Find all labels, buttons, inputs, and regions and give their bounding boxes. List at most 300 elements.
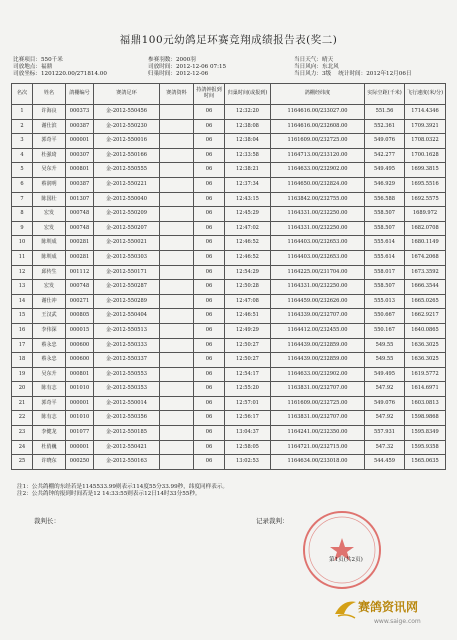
watermark-logo xyxy=(330,596,457,636)
cell-loft-no: 001010 xyxy=(66,411,94,426)
cell-loft-no: 000001 xyxy=(66,440,94,455)
table-row xyxy=(12,440,446,455)
cell-rank: 13 xyxy=(12,280,33,295)
release-time: 司放时间：2012-12-06 07:15 xyxy=(148,64,227,70)
referee-signature-label: 裁判长： xyxy=(34,517,60,525)
cell-loft-coords: 1164650.00/232824.00 xyxy=(271,177,365,192)
cell-arrival-time: 12:47:02 xyxy=(225,221,271,236)
race-distance: 比赛项目：550千米 xyxy=(13,57,63,63)
cell-name: 蔡永忠 xyxy=(33,353,66,368)
table-row xyxy=(12,280,446,295)
cell-pigeon-info xyxy=(160,236,194,251)
cell-speed: 1666.3544 xyxy=(405,280,446,295)
cell-loft-no: 000271 xyxy=(66,294,94,309)
cell-loft-no: 000387 xyxy=(66,177,94,192)
cell-loft-no: 000748 xyxy=(66,280,94,295)
cell-pigeon-info xyxy=(160,280,194,295)
cell-name: 吴东升 xyxy=(33,367,66,382)
cell-distance: 542.277 xyxy=(365,148,405,163)
cell-loft-no: 000001 xyxy=(66,134,94,149)
cell-rank: 25 xyxy=(12,455,33,470)
table-row xyxy=(12,309,446,324)
cell-rank: 19 xyxy=(12,367,33,382)
header-rank: 名次 xyxy=(12,84,33,105)
cell-rank: 23 xyxy=(12,426,33,441)
cell-distance: 558.507 xyxy=(365,221,405,236)
cell-clock-day: 06 xyxy=(194,105,225,120)
cell-clock-day: 06 xyxy=(194,207,225,222)
race-weather: 当日天气：晴天 xyxy=(294,57,334,63)
cell-arrival-time: 12:43:15 xyxy=(225,192,271,207)
cell-name: 陈圳成 xyxy=(33,236,66,251)
cell-distance: 558.507 xyxy=(365,207,405,222)
cell-loft-no: 001112 xyxy=(66,265,94,280)
cell-ring: 金-2012-550014 xyxy=(94,396,160,411)
table-row xyxy=(12,294,446,309)
cell-clock-day: 06 xyxy=(194,265,225,280)
report-title: 福鼎100元幼鸽足环赛竞翔成绩报告表(奖二) xyxy=(119,34,338,46)
cell-distance: 549.076 xyxy=(365,134,405,149)
cell-ring: 金-2012-550337 xyxy=(94,353,160,368)
cell-speed: 1603.0813 xyxy=(405,396,446,411)
cell-loft-no: 000281 xyxy=(66,250,94,265)
recorder-signature-label: 记录裁判： xyxy=(256,517,289,525)
cell-loft-no: 000748 xyxy=(66,221,94,236)
cell-pigeon-info xyxy=(160,367,194,382)
cell-loft-no: 000373 xyxy=(66,105,94,120)
cell-ring: 金-2012-550353 xyxy=(94,382,160,397)
cell-pigeon-info xyxy=(160,426,194,441)
cell-arrival-time: 12:54:17 xyxy=(225,367,271,382)
cell-name: 宏发 xyxy=(33,280,66,295)
cell-loft-coords: 1164633.00/232902.00 xyxy=(271,163,365,178)
header-distance: 实际空距(千米) xyxy=(365,84,405,105)
cell-name: 王汉武 xyxy=(33,309,66,324)
cell-clock-day: 06 xyxy=(194,134,225,149)
cell-arrival-time: 12:46:52 xyxy=(225,236,271,251)
cell-rank: 18 xyxy=(12,353,33,368)
wind-force: 当日风力：3级 xyxy=(294,71,332,77)
cell-rank: 4 xyxy=(12,148,33,163)
cell-arrival-time: 12:47:08 xyxy=(225,294,271,309)
cell-speed: 1662.9217 xyxy=(405,309,446,324)
cell-speed: 1665.0265 xyxy=(405,294,446,309)
cell-distance: 549.076 xyxy=(365,396,405,411)
cell-speed: 1680.1149 xyxy=(405,236,446,251)
cell-rank: 8 xyxy=(12,207,33,222)
cell-name: 李伟深 xyxy=(33,323,66,338)
cell-pigeon-info xyxy=(160,265,194,280)
cell-speed: 1674.2068 xyxy=(405,250,446,265)
table-row xyxy=(12,250,446,265)
cell-rank: 7 xyxy=(12,192,33,207)
header-loft-coords: 鸽棚经纬度 xyxy=(271,84,365,105)
cell-speed: 1689.972 xyxy=(405,207,446,222)
cell-arrival-time: 12:55:20 xyxy=(225,382,271,397)
cell-speed: 1636.3025 xyxy=(405,353,446,368)
cell-arrival-time: 12:37:34 xyxy=(225,177,271,192)
cell-ring: 金-2012-550040 xyxy=(94,192,160,207)
cell-clock-day: 06 xyxy=(194,221,225,236)
cell-pigeon-info xyxy=(160,440,194,455)
cell-name: 许海良 xyxy=(33,105,66,120)
cell-distance: 550.167 xyxy=(365,323,405,338)
statistics-time: 统计时间：2012年12月06日 xyxy=(338,71,412,77)
cell-ring: 金-2012-550404 xyxy=(94,309,160,324)
cell-loft-coords: 1164331.00/232250.00 xyxy=(271,280,365,295)
cell-pigeon-info xyxy=(160,323,194,338)
cell-loft-coords: 1164225.00/231704.00 xyxy=(271,265,365,280)
cell-name: 邱传生 xyxy=(33,265,66,280)
cell-rank: 24 xyxy=(12,440,33,455)
table-row xyxy=(12,148,446,163)
cell-arrival-time: 13:02:53 xyxy=(225,455,271,470)
cell-loft-coords: 1163831.00/232707.00 xyxy=(271,411,365,426)
cell-name: 杜俏巍 xyxy=(33,440,66,455)
table-row xyxy=(12,265,446,280)
cell-loft-coords: 1164331.00/232250.00 xyxy=(271,221,365,236)
cell-loft-no: 001077 xyxy=(66,426,94,441)
cell-distance: 555.614 xyxy=(365,236,405,251)
cell-pigeon-info xyxy=(160,221,194,236)
results-table xyxy=(11,83,446,470)
cell-ring: 金-2012-550421 xyxy=(94,440,160,455)
cell-clock-day: 06 xyxy=(194,294,225,309)
cell-rank: 11 xyxy=(12,250,33,265)
cell-loft-no: 000801 xyxy=(66,367,94,382)
cell-distance: 555.013 xyxy=(365,294,405,309)
cell-ring: 金-2012-550356 xyxy=(94,411,160,426)
cell-distance: 557.931 xyxy=(365,426,405,441)
cell-distance: 556.588 xyxy=(365,192,405,207)
cell-clock-day: 06 xyxy=(194,367,225,382)
cell-loft-no: 000801 xyxy=(66,163,94,178)
cell-name: 蔡润明 xyxy=(33,177,66,192)
cell-pigeon-info xyxy=(160,177,194,192)
cell-distance: 558.017 xyxy=(365,265,405,280)
cell-speed: 1636.3025 xyxy=(405,338,446,353)
cell-pigeon-info xyxy=(160,105,194,120)
cell-speed: 1700.1628 xyxy=(405,148,446,163)
cell-ring: 金-2012-550289 xyxy=(94,294,160,309)
cell-name: 陈国壮 xyxy=(33,192,66,207)
cell-clock-day: 06 xyxy=(194,177,225,192)
cell-distance: 549.55 xyxy=(365,338,405,353)
cell-pigeon-info xyxy=(160,353,194,368)
cell-ring: 金-2012-550021 xyxy=(94,236,160,251)
return-date: 归巢时间：2012-12-06 xyxy=(148,71,209,77)
cell-arrival-time: 12:32:20 xyxy=(225,105,271,120)
table-row xyxy=(12,134,446,149)
cell-loft-no: 000805 xyxy=(66,309,94,324)
cell-rank: 22 xyxy=(12,411,33,426)
cell-rank: 3 xyxy=(12,134,33,149)
cell-name: 宏发 xyxy=(33,207,66,222)
cell-clock-day: 06 xyxy=(194,411,225,426)
cell-ring: 金-2012-550513 xyxy=(94,323,160,338)
table-row xyxy=(12,367,446,382)
table-row xyxy=(12,163,446,178)
cell-name: 谢仕冲 xyxy=(33,294,66,309)
cell-loft-coords: 1161609.00/232725.00 xyxy=(271,134,365,149)
header-ring: 赛鸽足环 xyxy=(94,84,160,105)
cell-loft-coords: 1164721.00/232715.00 xyxy=(271,440,365,455)
cell-speed: 1708.0322 xyxy=(405,134,446,149)
cell-loft-no: 001307 xyxy=(66,192,94,207)
footnote-1: 注1：公共鸽棚的东经若是1145533.99则表示114度55分33.99秒，纬度同样表示。 xyxy=(17,484,229,490)
cell-ring: 金-2012-550221 xyxy=(94,177,160,192)
cell-pigeon-info xyxy=(160,309,194,324)
cell-pigeon-info xyxy=(160,455,194,470)
cell-rank: 9 xyxy=(12,221,33,236)
cell-distance: 550.667 xyxy=(365,309,405,324)
cell-arrival-time: 12:38:21 xyxy=(225,163,271,178)
table-row xyxy=(12,177,446,192)
cell-loft-coords: 1164439.00/232859.00 xyxy=(271,353,365,368)
cell-pigeon-info xyxy=(160,119,194,134)
cell-clock-day: 06 xyxy=(194,192,225,207)
cell-ring: 金-2012-550171 xyxy=(94,265,160,280)
cell-loft-coords: 1164616.00/232608.00 xyxy=(271,119,365,134)
cell-ring: 金-2012-550209 xyxy=(94,207,160,222)
cell-ring: 金-2012-550456 xyxy=(94,105,160,120)
cell-loft-coords: 1164412.00/232455.00 xyxy=(271,323,365,338)
cell-distance: 546.929 xyxy=(365,177,405,192)
table-row xyxy=(12,411,446,426)
cell-speed: 1682.0708 xyxy=(405,221,446,236)
cell-loft-no: 000015 xyxy=(66,323,94,338)
cell-rank: 21 xyxy=(12,396,33,411)
cell-clock-day: 06 xyxy=(194,323,225,338)
cell-loft-coords: 1163842.00/232755.00 xyxy=(271,192,365,207)
cell-arrival-time: 13:04:37 xyxy=(225,426,271,441)
cell-distance: 549.55 xyxy=(365,353,405,368)
cell-name: 蔡永忠 xyxy=(33,338,66,353)
watermark-brand: 赛鸽资讯网 xyxy=(358,600,419,614)
cell-distance: 555.614 xyxy=(365,250,405,265)
cell-rank: 14 xyxy=(12,294,33,309)
cell-arrival-time: 12:45:29 xyxy=(225,207,271,222)
table-row xyxy=(12,207,446,222)
cell-distance: 552.361 xyxy=(365,119,405,134)
cell-clock-day: 06 xyxy=(194,455,225,470)
cell-loft-coords: 1164713.00/233120.00 xyxy=(271,148,365,163)
cell-arrival-time: 12:50:27 xyxy=(225,338,271,353)
cell-pigeon-info xyxy=(160,382,194,397)
cell-clock-day: 06 xyxy=(194,163,225,178)
cell-speed: 1619.5772 xyxy=(405,367,446,382)
table-row xyxy=(12,105,446,120)
cell-clock-day: 06 xyxy=(194,309,225,324)
cell-loft-coords: 1161609.00/232725.00 xyxy=(271,396,365,411)
cell-rank: 15 xyxy=(12,309,33,324)
cell-pigeon-info xyxy=(160,134,194,149)
cell-distance: 558.507 xyxy=(365,280,405,295)
cell-distance: 547.92 xyxy=(365,411,405,426)
cell-loft-no: 000387 xyxy=(66,119,94,134)
cell-distance: 549.495 xyxy=(365,367,405,382)
cell-loft-coords: 1164634.00/233018.00 xyxy=(271,455,365,470)
cell-loft-no: 000748 xyxy=(66,207,94,222)
cell-pigeon-info xyxy=(160,294,194,309)
cell-ring: 金-2012-550166 xyxy=(94,148,160,163)
cell-loft-no: 000600 xyxy=(66,338,94,353)
table-row xyxy=(12,353,446,368)
table-row xyxy=(12,338,446,353)
cell-loft-no: 000307 xyxy=(66,148,94,163)
cell-rank: 5 xyxy=(12,163,33,178)
cell-speed: 1595.9358 xyxy=(405,440,446,455)
cell-pigeon-info xyxy=(160,411,194,426)
cell-clock-day: 06 xyxy=(194,280,225,295)
cell-ring: 金-2012-550185 xyxy=(94,426,160,441)
cell-loft-coords: 1164331.00/232250.00 xyxy=(271,207,365,222)
table-row xyxy=(12,323,446,338)
table-header-row xyxy=(12,84,446,105)
cell-distance: 547.92 xyxy=(365,382,405,397)
cell-loft-no: 001010 xyxy=(66,382,94,397)
cell-speed: 1699.3815 xyxy=(405,163,446,178)
cell-clock-day: 06 xyxy=(194,338,225,353)
cell-loft-no: 000281 xyxy=(66,236,94,251)
cell-name: 陈有志 xyxy=(33,382,66,397)
cell-name: 陈圳成 xyxy=(33,250,66,265)
cell-clock-day: 06 xyxy=(194,250,225,265)
cell-ring: 金-2012-550333 xyxy=(94,338,160,353)
cell-rank: 1 xyxy=(12,105,33,120)
cell-speed: 1695.5516 xyxy=(405,177,446,192)
cell-loft-no: 000250 xyxy=(66,455,94,470)
cell-name: 陈有志 xyxy=(33,411,66,426)
cell-speed: 1595.8349 xyxy=(405,426,446,441)
cell-distance: 551.56 xyxy=(365,105,405,120)
cell-ring: 金-2012-550016 xyxy=(94,134,160,149)
cell-ring: 金-2012-550555 xyxy=(94,163,160,178)
cell-distance: 544.459 xyxy=(365,455,405,470)
cell-speed: 1673.3592 xyxy=(405,265,446,280)
cell-arrival-time: 12:38:08 xyxy=(225,119,271,134)
cell-speed: 1640.0865 xyxy=(405,323,446,338)
cell-name: 宏发 xyxy=(33,221,66,236)
cell-clock-day: 06 xyxy=(194,382,225,397)
cell-clock-day: 06 xyxy=(194,119,225,134)
cell-loft-coords: 1164633.00/232902.00 xyxy=(271,367,365,382)
race-info xyxy=(13,57,453,78)
cell-pigeon-info xyxy=(160,207,194,222)
cell-speed: 1614.6971 xyxy=(405,382,446,397)
cell-speed: 1714.4346 xyxy=(405,105,446,120)
cell-loft-coords: 1164339.00/232707.00 xyxy=(271,309,365,324)
header-name: 姓名 xyxy=(33,84,66,105)
cell-ring: 金-2012-550163 xyxy=(94,455,160,470)
cell-arrival-time: 12:46:51 xyxy=(225,309,271,324)
cell-arrival-time: 12:38:04 xyxy=(225,134,271,149)
cell-loft-no: 000600 xyxy=(66,353,94,368)
cell-clock-day: 06 xyxy=(194,236,225,251)
cell-arrival-time: 12:49:29 xyxy=(225,323,271,338)
release-station: 司放地点：福鼎 xyxy=(13,64,53,70)
header-pigeon-info: 赛鸽资料 xyxy=(160,84,194,105)
footnotes xyxy=(17,484,228,498)
cell-loft-no: 000001 xyxy=(66,396,94,411)
cell-name: 许晓东 xyxy=(33,455,66,470)
watermark-url: www.saige.com xyxy=(374,618,421,625)
cell-ring: 金-2012-550287 xyxy=(94,280,160,295)
cell-name: 郭奇平 xyxy=(33,134,66,149)
cell-arrival-time: 12:58:05 xyxy=(225,440,271,455)
page-number: 第1页(共2页) xyxy=(329,557,363,563)
pigeon-icon xyxy=(332,596,358,622)
results-body xyxy=(12,105,446,470)
cell-speed: 1598.9868 xyxy=(405,411,446,426)
cell-rank: 16 xyxy=(12,323,33,338)
cell-name: 杜强琦 xyxy=(33,148,66,163)
table-row xyxy=(12,426,446,441)
cell-ring: 金-2012-550553 xyxy=(94,367,160,382)
cell-name: 谢仕滨 xyxy=(33,119,66,134)
cell-speed: 1565.0635 xyxy=(405,455,446,470)
cell-rank: 17 xyxy=(12,338,33,353)
table-row xyxy=(12,119,446,134)
cell-loft-coords: 1164403.00/232653.00 xyxy=(271,250,365,265)
cell-rank: 6 xyxy=(12,177,33,192)
cell-pigeon-info xyxy=(160,396,194,411)
cell-loft-coords: 1164459.00/232626.00 xyxy=(271,294,365,309)
wind-force-and-stat-time xyxy=(294,71,453,78)
cell-distance: 547.32 xyxy=(365,440,405,455)
cell-name: 吴东升 xyxy=(33,163,66,178)
race-contestants: 参赛羽数：2000羽 xyxy=(148,57,196,63)
cell-clock-day: 06 xyxy=(194,426,225,441)
header-arrival-time: 归巢时间(或报到) xyxy=(225,84,271,105)
cell-rank: 10 xyxy=(12,236,33,251)
wind-direction: 当日风向：东北风 xyxy=(294,64,339,70)
cell-arrival-time: 12:57:01 xyxy=(225,396,271,411)
cell-arrival-time: 12:33:58 xyxy=(225,148,271,163)
cell-pigeon-info xyxy=(160,148,194,163)
association-seal xyxy=(300,508,384,592)
cell-name: 李健龙 xyxy=(33,426,66,441)
header-loft-no: 鸽棚编号 xyxy=(66,84,94,105)
cell-loft-coords: 1164241.00/232350.00 xyxy=(271,426,365,441)
cell-clock-day: 06 xyxy=(194,353,225,368)
cell-rank: 12 xyxy=(12,265,33,280)
table-row xyxy=(12,192,446,207)
header-speed: 飞行速度(米/分) xyxy=(405,84,446,105)
header-clock-time: 持鸽钟报到时间 xyxy=(194,84,225,105)
cell-speed: 1692.5575 xyxy=(405,192,446,207)
cell-loft-coords: 1163831.00/232707.00 xyxy=(271,382,365,397)
cell-ring: 金-2012-550303 xyxy=(94,250,160,265)
release-coordinates: 司放坐标：1201220.00/271814.00 xyxy=(13,71,107,77)
cell-clock-day: 06 xyxy=(194,440,225,455)
cell-pigeon-info xyxy=(160,250,194,265)
cell-rank: 20 xyxy=(12,382,33,397)
cell-clock-day: 06 xyxy=(194,396,225,411)
cell-distance: 549.495 xyxy=(365,163,405,178)
cell-name: 郭奇平 xyxy=(33,396,66,411)
table-row xyxy=(12,455,446,470)
cell-loft-coords: 1164616.00/233027.00 xyxy=(271,105,365,120)
cell-pigeon-info xyxy=(160,163,194,178)
table-row xyxy=(12,396,446,411)
cell-arrival-time: 12:50:27 xyxy=(225,353,271,368)
cell-pigeon-info xyxy=(160,192,194,207)
cell-pigeon-info xyxy=(160,338,194,353)
cell-arrival-time: 12:46:52 xyxy=(225,250,271,265)
cell-loft-coords: 1164403.00/232653.00 xyxy=(271,236,365,251)
cell-clock-day: 06 xyxy=(194,148,225,163)
